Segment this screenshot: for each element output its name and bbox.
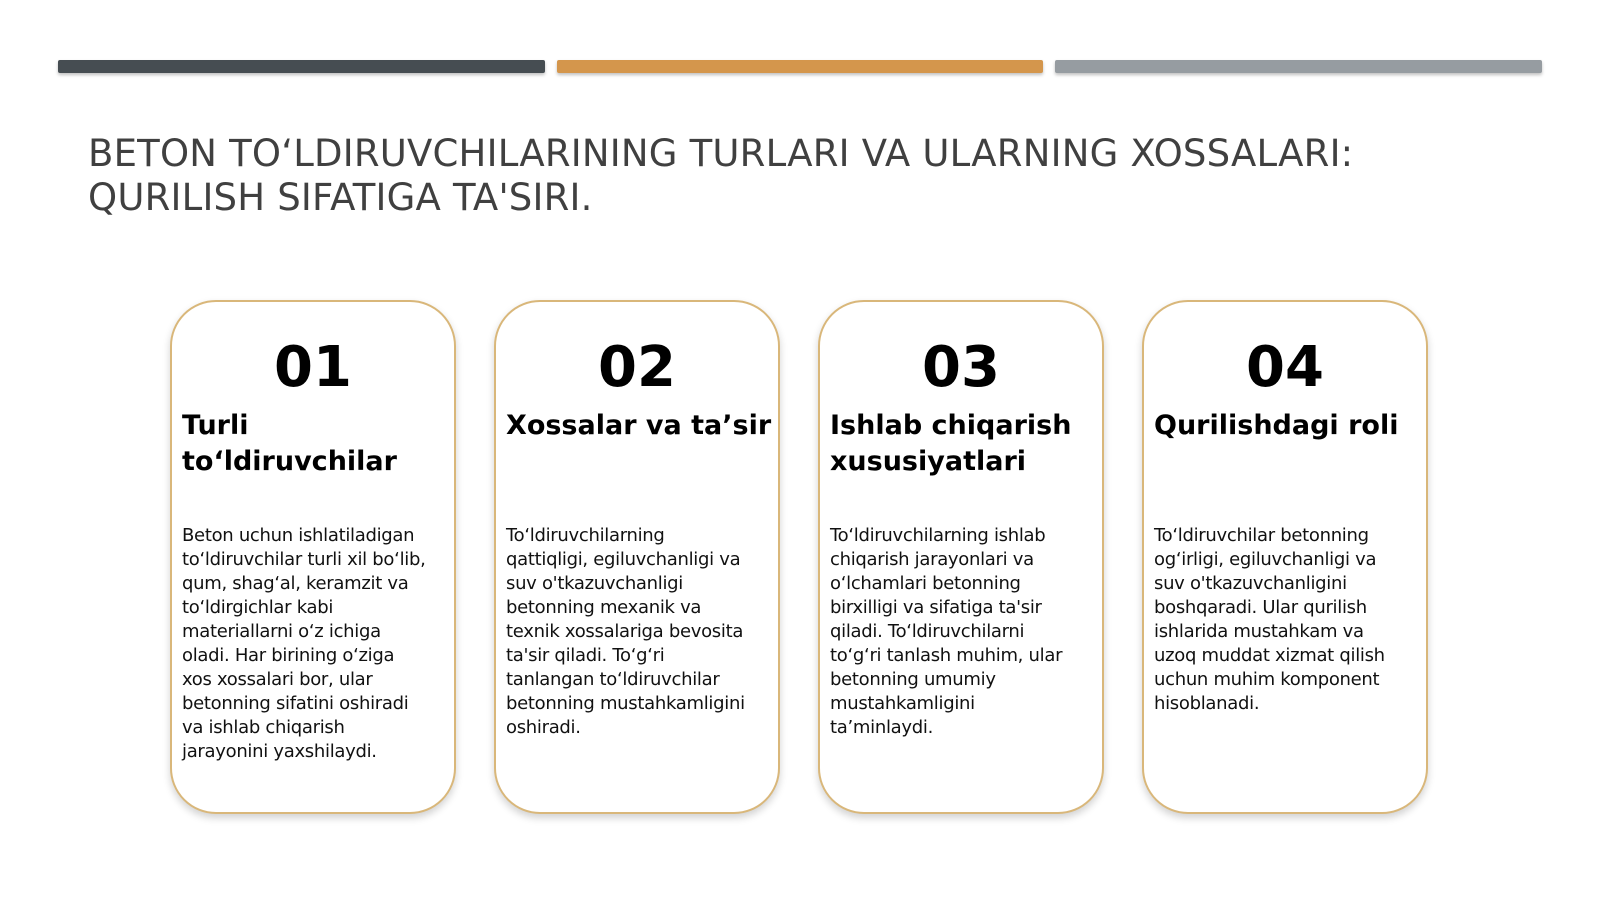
- slide-title-line-1: BETON TO‘LDIRUVCHILARINING TURLARI VA ULARNING XOSSALARI:: [88, 132, 1354, 175]
- card-body-text: To‘ldiruvchilarning qattiqligi, egiluvchanligi va suv o'tkazuvchanligi betonning mexanik va texnik xossalariga bevosita ta'sir qiladi. To‘g‘ri tanlangan to‘ldiruvchilar betonning mustahkamligini oshiradi.: [506, 525, 745, 738]
- card-body-text: Beton uchun ishlatiladigan to‘ldiruvchilar turli xil bo‘lib, qum, shag‘al, keramzit va to‘ldirgichlar kabi materiallarni o‘z ichiga oladi. Har birining o‘ziga xos xossalari bor, ular betonning sifatini oshiradi va ishlab chiqarish jarayonini yaxshilaydi.: [182, 525, 426, 762]
- slide-title: [88, 132, 1528, 220]
- card-body-text: To‘ldiruvchilarning ishlab chiqarish jarayonlari va o‘lchamlari betonning birxilligi va sifatiga ta'sir qiladi. To‘ldiruvchilarni to‘g‘ri tanlash muhim, ular betonning umumiy mustahkamligini ta’minlaydi.: [830, 525, 1063, 738]
- info-card-03: [818, 300, 1104, 814]
- info-card-02: [494, 300, 780, 814]
- card-body-text: To‘ldiruvchilar betonning og‘irligi, egiluvchanligi va suv o'tkazuvchanligini boshqaradi. Ular qurilish ishlarida mustahkam va uzoq muddat xizmat qilish uchun muhim komponent hisoblanadi.: [1154, 525, 1385, 714]
- card-heading: Ishlab chiqarish xususiyatlari: [830, 410, 1072, 477]
- card-heading: Qurilishdagi roli: [1154, 410, 1399, 441]
- accent-bar-gray: [1055, 60, 1542, 73]
- info-card-01: [170, 300, 456, 814]
- card-number: 01: [274, 335, 352, 400]
- info-card-04: [1142, 300, 1428, 814]
- card-number: 04: [1246, 335, 1324, 400]
- slide-title-line-2: QURILISH SIFATIGA TA'SIRI.: [88, 176, 593, 219]
- card-heading: Xossalar va ta’sir: [506, 410, 772, 441]
- accent-bar-dark: [58, 60, 545, 73]
- accent-bar-orange: [557, 60, 1043, 73]
- card-number: 02: [598, 335, 676, 400]
- card-heading: Turli to‘ldiruvchilar: [182, 410, 397, 477]
- card-number: 03: [922, 335, 1000, 400]
